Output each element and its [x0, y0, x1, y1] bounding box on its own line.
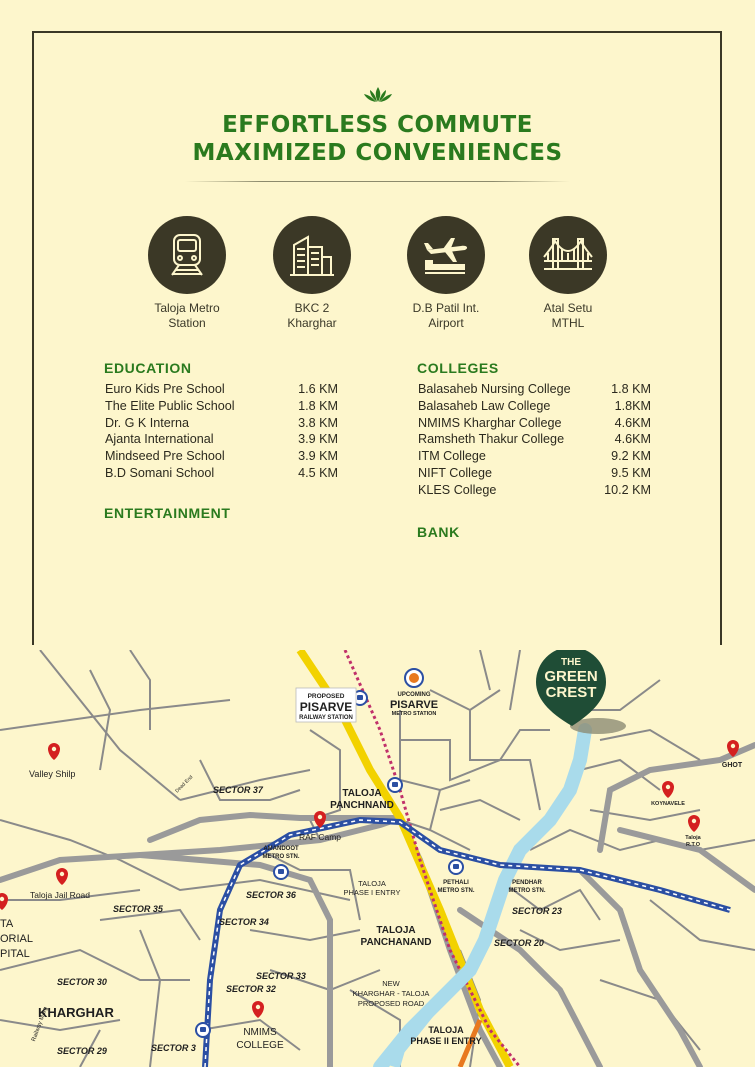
map-label: SECTOR 3	[151, 1043, 196, 1053]
colleges-list-item	[418, 466, 651, 483]
map-label: PROPOSED	[307, 693, 345, 700]
map-label: R.T.O	[685, 842, 701, 848]
map-label: SECTOR 33	[256, 971, 306, 981]
map-label: TA	[0, 918, 14, 930]
distance-value: 4.6KM	[614, 415, 651, 430]
map-label: KOYNAVELE	[651, 801, 685, 807]
location-pin-icon	[662, 781, 674, 798]
education-heading: EDUCATION	[104, 360, 192, 376]
distance-value: 9.5 KM	[611, 465, 651, 480]
map-label: Valley Shilp	[29, 769, 76, 779]
distance-value: 9.2 KM	[611, 449, 651, 464]
map-label: METRO STN.	[437, 888, 475, 894]
map-label: KHARGHAR - TALOJA	[352, 989, 430, 998]
education-list-item	[105, 449, 338, 466]
map-label: RAF Camp	[298, 832, 342, 842]
distance-value: 3.9 KM	[298, 449, 338, 464]
map-label: Taloja Jail Road	[30, 890, 91, 900]
airplane-icon	[407, 216, 485, 294]
map-label: TALOJA	[428, 1025, 464, 1035]
map-label: TALOJA	[376, 925, 416, 936]
education-list-item	[105, 382, 338, 399]
place-name: B.D Somani School	[105, 465, 215, 480]
map-label: PANCHANAND	[360, 937, 432, 948]
place-name: Mindseed Pre School	[105, 449, 225, 464]
distance-value: 1.6 KM	[298, 382, 338, 396]
distance-value: 3.8 KM	[298, 415, 338, 430]
map-label: SECTOR 35	[113, 904, 163, 914]
hub-label: Taloja Metro Station	[154, 301, 220, 330]
colleges-list-item	[418, 416, 651, 433]
hub-atal-setu	[493, 216, 643, 331]
office-buildings-icon	[273, 216, 351, 294]
map-label: SECTOR 36	[246, 890, 296, 900]
upcoming-metro-icon[interactable]	[405, 669, 423, 687]
place-name: Euro Kids Pre School	[105, 382, 225, 396]
bridge-icon	[529, 216, 607, 294]
distance-value: 4.6KM	[614, 432, 651, 447]
metro-station-icon[interactable]	[274, 865, 288, 879]
hub-label: Atal Setu MTHL	[543, 301, 593, 330]
map-label: SECTOR 20	[494, 938, 544, 948]
map-label: RAILWAY STATION	[299, 715, 353, 721]
hub-label: BKC 2 Kharghar	[287, 301, 337, 330]
location-map[interactable]	[0, 650, 755, 1067]
distance-value: 10.2 KM	[604, 482, 651, 497]
map-label: TALOJA	[358, 879, 386, 888]
map-label: PANCHNAND	[330, 800, 394, 811]
map-label: METRO STN.	[508, 888, 546, 894]
metro-station-icon[interactable]	[388, 778, 402, 792]
map-label: KHARGHAR	[38, 1005, 114, 1020]
map-label: PETHALI	[443, 880, 469, 886]
map-label: SECTOR 30	[57, 977, 107, 987]
colleges-list-item	[418, 432, 651, 449]
map-label: SECTOR 37	[213, 785, 263, 795]
location-pin-icon	[688, 815, 700, 832]
entertainment-heading: ENTERTAINMENT	[104, 505, 231, 521]
colleges-list-item	[418, 399, 651, 416]
map-label: PISARVE	[299, 700, 353, 714]
colleges-list-item	[418, 382, 651, 399]
education-list-item	[105, 432, 338, 449]
title-line-1: EFFORTLESS COMMUTE	[222, 112, 533, 138]
place-name: Ramsheth Thakur College	[418, 432, 565, 447]
place-name: Balasaheb Nursing College	[418, 382, 571, 396]
distance-value: 1.8 KM	[611, 382, 651, 396]
map-label: PROPOSED ROAD	[357, 999, 425, 1008]
hub-label: D.B Patil Int. Airport	[412, 301, 480, 330]
distance-value: 1.8 KM	[298, 398, 338, 413]
map-label: SECTOR 34	[219, 917, 269, 927]
title-divider	[185, 181, 570, 182]
colleges-list	[418, 382, 651, 500]
green-crest-marker[interactable]	[536, 650, 626, 734]
location-pin-icon	[252, 1001, 264, 1018]
map-label: PHASE II ENTRY	[410, 1036, 482, 1046]
education-list-item	[105, 466, 338, 483]
location-pin-icon	[56, 868, 68, 885]
bank-heading: BANK	[417, 524, 460, 540]
map-label: TALOJA	[342, 788, 382, 799]
metro-station-icon[interactable]	[449, 860, 463, 874]
place-name: Ajanta International	[105, 432, 214, 447]
hub-bkc2	[237, 216, 387, 331]
distance-value: 4.5 KM	[298, 465, 338, 480]
title-line-2: MAXIMIZED CONVENIENCES	[192, 140, 563, 166]
colleges-list-item	[418, 449, 651, 466]
map-label: Dead End	[174, 774, 195, 795]
distance-value: 3.9 KM	[298, 432, 338, 447]
map-label: ORIAL	[0, 933, 34, 945]
education-list	[105, 382, 338, 483]
place-name: KLES College	[418, 482, 497, 497]
place-name: Dr. G K Interna	[105, 415, 189, 430]
map-label: SECTOR 29	[57, 1046, 107, 1056]
education-list-item	[105, 416, 338, 433]
metro-station-icon[interactable]	[196, 1023, 210, 1037]
map-label: NMIMS	[243, 1027, 277, 1038]
map-label: GHOT	[721, 762, 743, 769]
distance-value: 1.8KM	[614, 398, 651, 413]
leaf-logo-icon	[364, 87, 392, 103]
map-label: PISARVE	[389, 699, 439, 711]
colleges-list-item	[418, 483, 651, 500]
svg-text:THE: THE	[561, 657, 581, 668]
map-label: SECTOR 23	[512, 906, 562, 916]
map-label: METRO STN.	[262, 854, 300, 860]
map-label: METRO STATION	[391, 711, 437, 717]
map-label: NEW	[382, 979, 400, 988]
colleges-heading: COLLEGES	[417, 360, 499, 376]
map-label: Railway Marg	[31, 1006, 50, 1043]
svg-text:CREST: CREST	[545, 684, 597, 701]
map-label: COLLEGE	[236, 1040, 284, 1051]
location-pin-icon	[0, 893, 8, 910]
svg-text:GREEN: GREEN	[544, 668, 598, 685]
map-label: PITAL	[0, 948, 30, 960]
map-label: SECTOR 32	[226, 984, 276, 994]
place-name: ITM College	[418, 449, 486, 464]
place-name: NMIMS Kharghar College	[418, 415, 562, 430]
location-pin-icon	[48, 743, 60, 760]
place-name: NIFT College	[418, 465, 492, 480]
map-label: Taloja	[685, 835, 701, 841]
map-label: PHASE I ENTRY	[343, 888, 401, 897]
metro-train-icon	[148, 216, 226, 294]
place-name: The Elite Public School	[105, 398, 235, 413]
place-name: Balasaheb Law College	[418, 398, 551, 413]
map-label: PENDHAR	[512, 880, 542, 886]
map-label: AMANDOOT	[263, 846, 299, 852]
education-list-item	[105, 399, 338, 416]
map-label: UPCOMING	[397, 692, 431, 698]
